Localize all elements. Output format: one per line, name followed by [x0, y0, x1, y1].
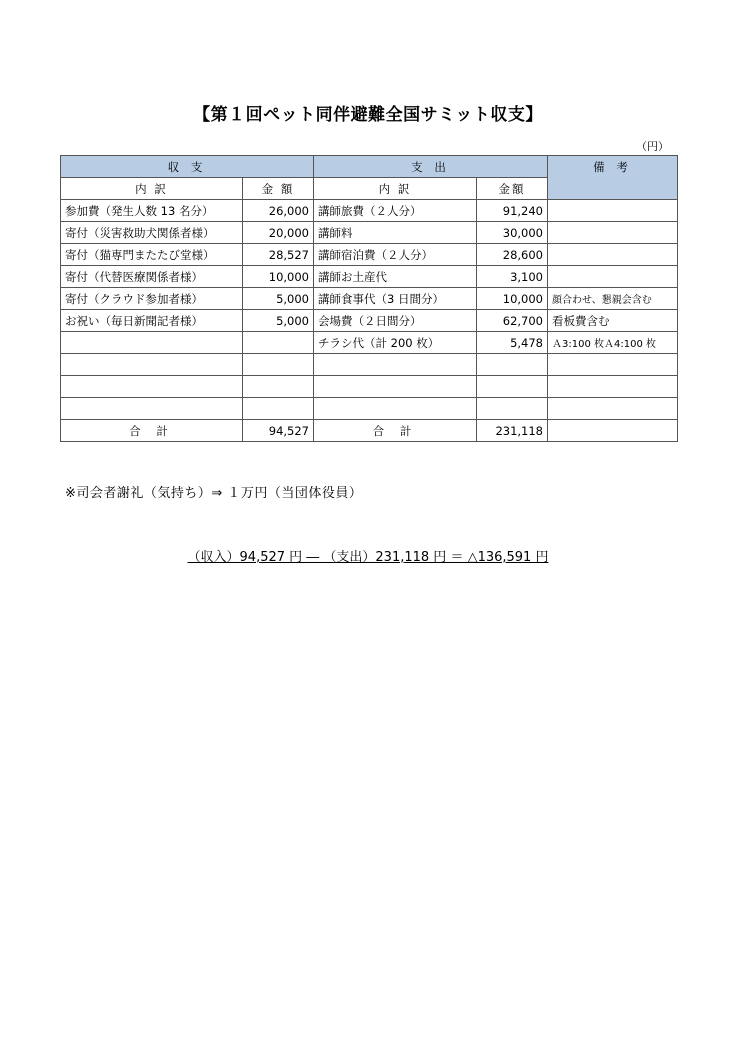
- expense-amount: [477, 354, 548, 376]
- income-item: 寄付（災害救助犬関係者様）: [61, 222, 243, 244]
- income-item: [61, 354, 243, 376]
- income-amount: 5,000: [243, 310, 314, 332]
- note-cell: 看板費含む: [548, 310, 678, 332]
- expense-total: 231,118: [477, 420, 548, 442]
- expense-item: チラシ代（計 200 枚）: [314, 332, 477, 354]
- expense-item: [314, 398, 477, 420]
- expense-amount: 30,000: [477, 222, 548, 244]
- income-amount: 10,000: [243, 266, 314, 288]
- totals-row: [61, 420, 678, 442]
- income-item: [61, 398, 243, 420]
- expense-item: 講師料: [314, 222, 477, 244]
- table-row: [61, 376, 678, 398]
- table-row: [61, 200, 678, 222]
- table-group-header: [61, 156, 678, 178]
- note-cell: 顔合わせ、懇親会含む: [548, 288, 678, 310]
- income-amount: 26,000: [243, 200, 314, 222]
- expense-item: [314, 376, 477, 398]
- table-row: [61, 222, 678, 244]
- note-cell: [548, 354, 678, 376]
- expense-amount: 3,100: [477, 266, 548, 288]
- income-amount: 28,527: [243, 244, 314, 266]
- expense-amount-header: 金額: [477, 178, 548, 200]
- note-cell: [548, 222, 678, 244]
- expense-header: 支 出: [314, 156, 548, 178]
- expense-amount: 10,000: [477, 288, 548, 310]
- notes-header: 備 考: [548, 156, 678, 200]
- note-cell: [548, 398, 678, 420]
- income-item: お祝い（毎日新聞記者様）: [61, 310, 243, 332]
- income-item-header: 内 訳: [61, 178, 243, 200]
- income-total: 94,527: [243, 420, 314, 442]
- mc-honorarium-note: ※司会者謝礼（気持ち）⇒ １万円（当団体役員）: [65, 486, 363, 501]
- income-amount: [243, 398, 314, 420]
- expense-item: 講師旅費（２人分）: [314, 200, 477, 222]
- currency-unit: （円）: [636, 140, 669, 153]
- expense-item: 会場費（２日間分）: [314, 310, 477, 332]
- income-amount: [243, 376, 314, 398]
- table-row: [61, 332, 678, 354]
- table-row: [61, 310, 678, 332]
- note-cell: [548, 266, 678, 288]
- table-row: [61, 244, 678, 266]
- table-row: [61, 354, 678, 376]
- expense-amount: 62,700: [477, 310, 548, 332]
- balance-formula-text: （収入）94,527 円 ― （支出）231,118 円 ＝ △136,591 円: [187, 550, 549, 565]
- income-item: 参加費（発生人数 13 名分）: [61, 200, 243, 222]
- note-cell: [548, 420, 678, 442]
- income-amount: [243, 332, 314, 354]
- note-cell: Ａ3:100 枚Ａ4:100 枚: [548, 332, 678, 354]
- income-item: 寄付（代替医療関係者様）: [61, 266, 243, 288]
- income-amount-header: 金 額: [243, 178, 314, 200]
- expense-amount: [477, 398, 548, 420]
- income-header: 収 支: [61, 156, 314, 178]
- balance-formula: [0, 546, 736, 565]
- expense-item: 講師宿泊費（２人分）: [314, 244, 477, 266]
- note-cell: [548, 200, 678, 222]
- table-row: [61, 288, 678, 310]
- expense-total-label: 合 計: [314, 420, 477, 442]
- table-row: [61, 266, 678, 288]
- income-item: 寄付（猫専門またたび堂様）: [61, 244, 243, 266]
- income-amount: [243, 354, 314, 376]
- expense-item: 講師食事代（3 日間分）: [314, 288, 477, 310]
- expense-amount: 28,600: [477, 244, 548, 266]
- note-cell: [548, 376, 678, 398]
- income-amount: 20,000: [243, 222, 314, 244]
- expense-item-header: 内 訳: [314, 178, 477, 200]
- table-row: [61, 398, 678, 420]
- page-title: 【第１回ペット同伴避難全国サミット収支】: [193, 105, 543, 125]
- expense-amount: 91,240: [477, 200, 548, 222]
- income-total-label: 合 計: [61, 420, 243, 442]
- expense-item: 講師お土産代: [314, 266, 477, 288]
- balance-table: [60, 155, 678, 442]
- expense-amount: 5,478: [477, 332, 548, 354]
- income-amount: 5,000: [243, 288, 314, 310]
- income-item: 寄付（クラウド参加者様）: [61, 288, 243, 310]
- note-cell: [548, 244, 678, 266]
- income-item: [61, 332, 243, 354]
- income-item: [61, 376, 243, 398]
- expense-amount: [477, 376, 548, 398]
- expense-item: [314, 354, 477, 376]
